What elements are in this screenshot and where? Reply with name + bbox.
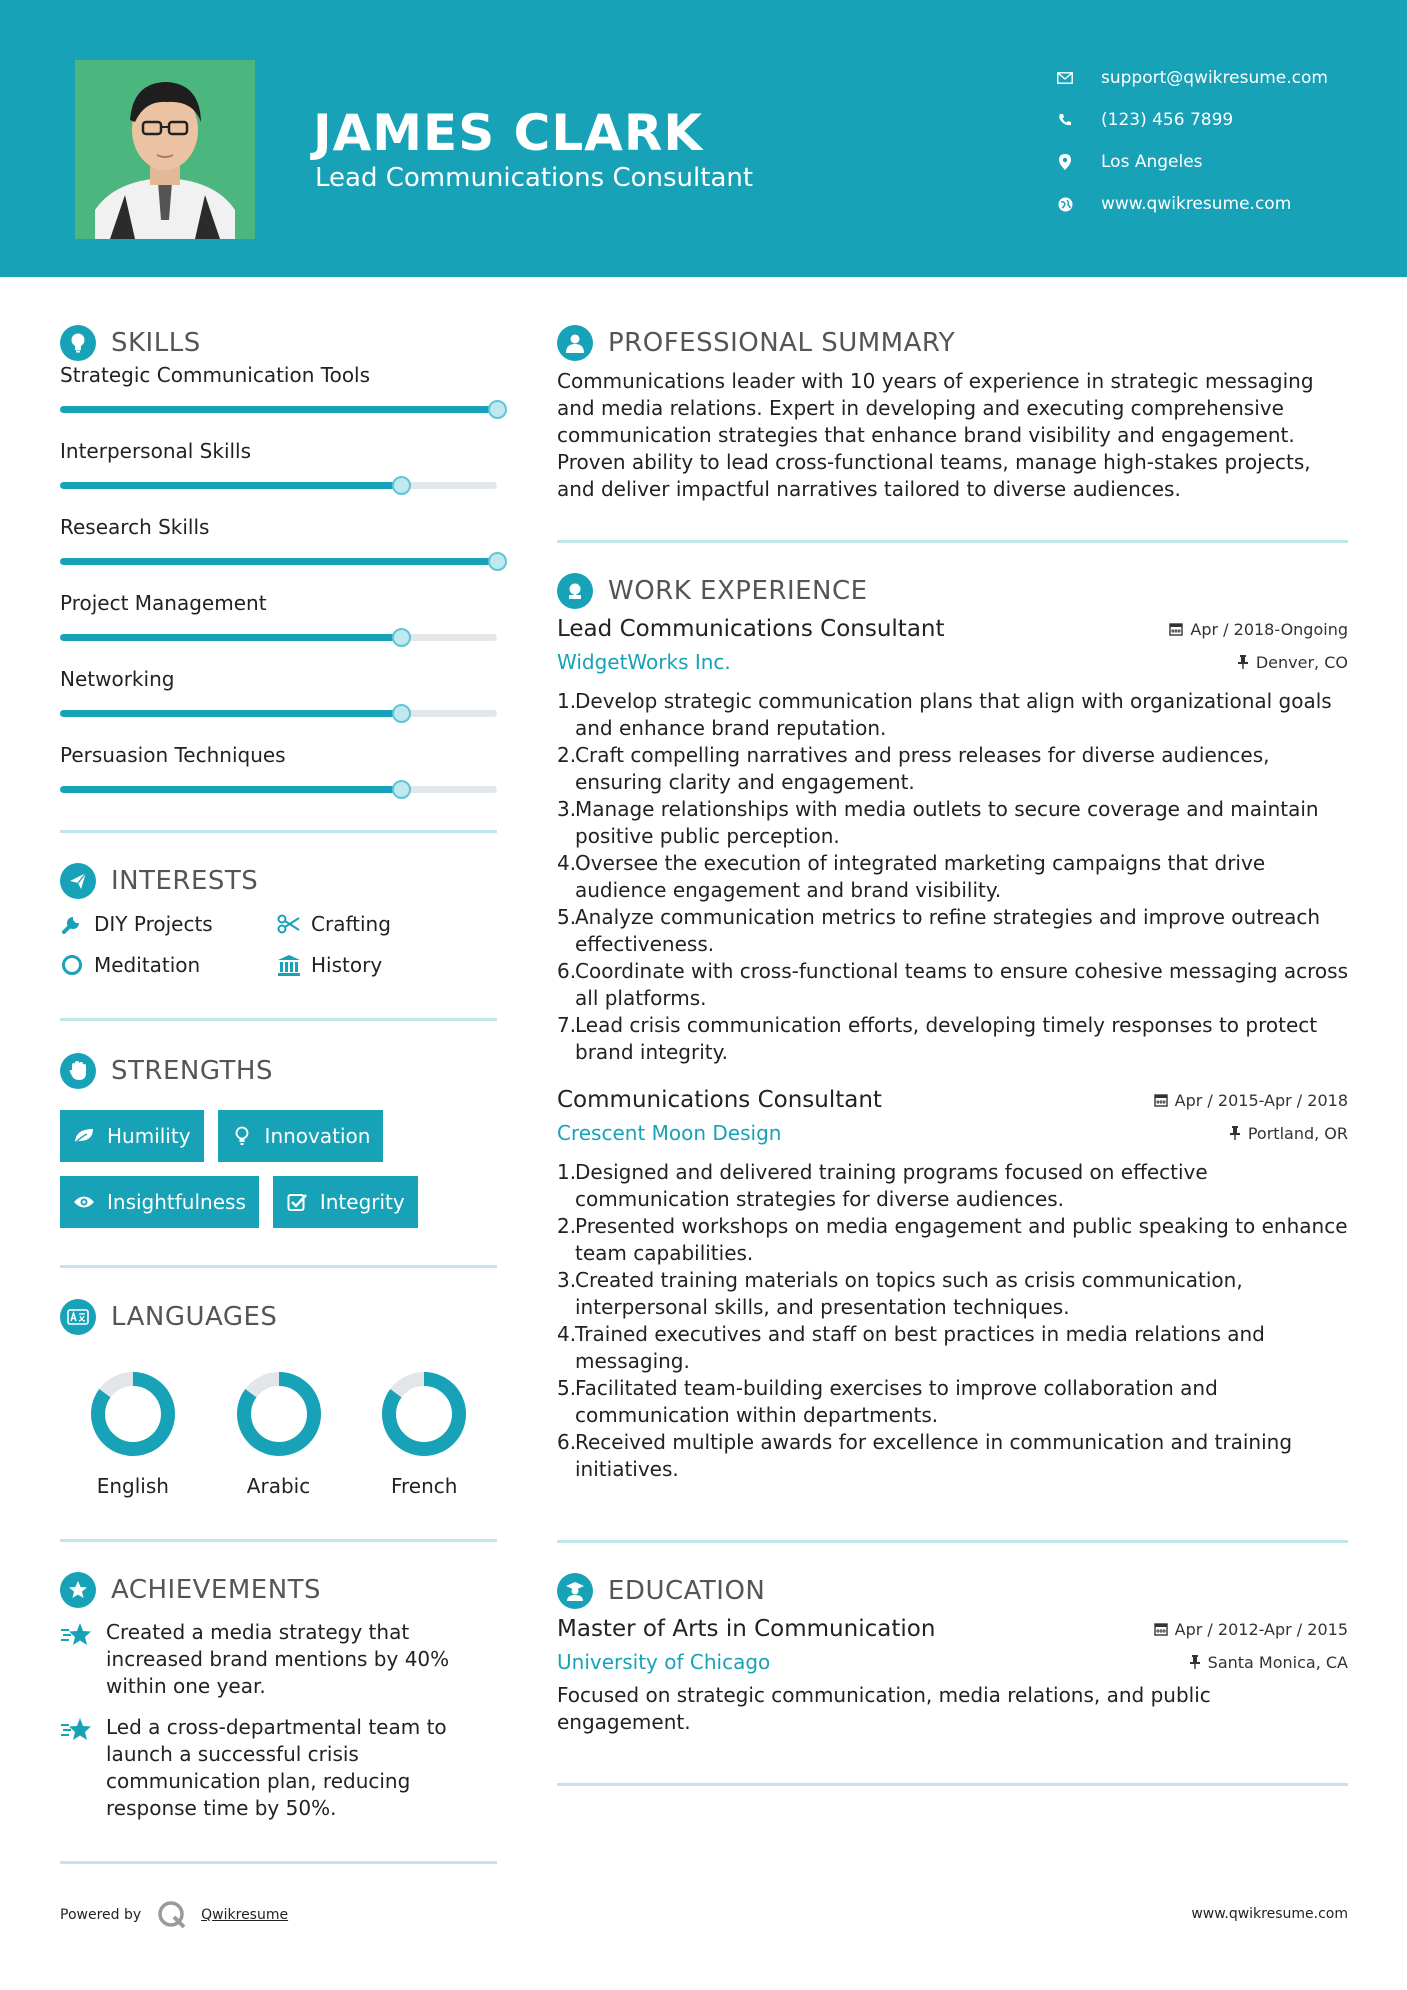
pushpin-icon <box>1189 1655 1201 1669</box>
map-marker-icon <box>1055 152 1075 172</box>
interests-list <box>60 912 497 977</box>
achievements-title: ACHIEVEMENTS <box>111 1575 322 1605</box>
left-column <box>60 322 497 1864</box>
interest-label: DIY Projects <box>94 912 213 936</box>
duty-item: 4. Oversee the execution of integrated marketing campaigns that drive audience engagement and brand visibility. <box>557 851 1266 902</box>
language-label: Arabic <box>246 1474 311 1498</box>
interest-item <box>60 912 277 936</box>
achievement-text: Led a cross-departmental team to launch a successful crisis communication plan, reducing response time by 50%. <box>106 1715 447 1820</box>
language-donut <box>380 1370 468 1458</box>
section-divider <box>557 540 1348 543</box>
pushpin-icon <box>1237 655 1249 669</box>
qwikresume-logo-icon <box>157 1900 187 1930</box>
section-divider <box>60 1861 497 1864</box>
resume-header <box>0 0 1407 277</box>
language-item <box>206 1370 352 1498</box>
job-dates <box>1169 620 1348 639</box>
job-entry <box>557 616 1348 1066</box>
circle-icon <box>60 953 84 977</box>
degree-title: Master of Arts in Communication <box>557 1616 936 1642</box>
skill-item <box>60 512 497 588</box>
duty-item: 3. Manage relationships with media outlets to secure coverage and maintain positive public perception. <box>557 797 1319 848</box>
skill-bar <box>60 786 497 793</box>
skill-item <box>60 588 497 664</box>
skill-item <box>60 664 497 740</box>
education-header <box>557 1616 1348 1642</box>
strengths-heading <box>60 1050 497 1092</box>
language-label: French <box>390 1474 458 1498</box>
education-entry <box>557 1616 1348 1736</box>
job-title: Lead Communications Consultant <box>557 616 945 642</box>
skill-bar <box>60 710 497 717</box>
language-item <box>351 1370 497 1498</box>
skill-name: Strategic Communication Tools <box>60 363 371 387</box>
skills-list <box>60 360 497 816</box>
job-dates-text: Apr / 2015-Apr / 2018 <box>1174 1090 1348 1110</box>
language-donut <box>235 1370 323 1458</box>
contact-website[interactable] <box>1055 183 1395 225</box>
section-divider <box>60 1539 497 1542</box>
powered-by-text: Powered by <box>60 1907 142 1923</box>
graduate-icon <box>557 1573 593 1609</box>
interest-item <box>277 953 494 977</box>
contact-info <box>1055 57 1395 225</box>
interests-heading <box>60 860 497 902</box>
achievement-text: Created a media strategy that increased brand mentions by 40% within one year. <box>106 1620 450 1698</box>
footer-powered-by <box>60 1900 288 1930</box>
interest-item <box>277 912 494 936</box>
company-name: WidgetWorks Inc. <box>557 650 731 674</box>
strength-label: Humility <box>107 1124 191 1148</box>
education-dates <box>1154 1620 1348 1639</box>
duty-item: 6. Received multiple awards for excellence in communication and training initiatives. <box>557 1430 1293 1481</box>
skill-name: Interpersonal Skills <box>60 439 252 463</box>
languages-list <box>60 1370 497 1498</box>
experience-title: WORK EXPERIENCE <box>608 576 868 606</box>
duty-item: 2. Craft compelling narratives and press releases for diverse audiences, ensuring clarity and engagement. <box>557 743 1270 794</box>
skill-name: Persuasion Techniques <box>60 743 286 767</box>
skill-bar <box>60 406 497 413</box>
job-location <box>1237 653 1348 672</box>
duties-list <box>557 1159 1348 1483</box>
skill-bar <box>60 482 497 489</box>
duty-item: 1. Designed and delivered training programs focused on effective communication strategies for diverse audiences. <box>557 1160 1208 1211</box>
section-divider <box>557 1540 1348 1543</box>
briefcase-icon <box>557 573 593 609</box>
duty-item: 7. Lead crisis communication efforts, developing timely responses to protect brand integrity. <box>557 1013 1318 1064</box>
languages-title: LANGUAGES <box>111 1302 278 1332</box>
skill-name: Networking <box>60 667 175 691</box>
contact-phone <box>1055 99 1395 141</box>
section-divider <box>60 830 497 833</box>
lightbulb-icon <box>60 325 96 361</box>
eye-icon <box>73 1191 95 1213</box>
duties-list <box>557 688 1348 1066</box>
skill-bar <box>60 634 497 641</box>
languages-heading <box>60 1296 497 1338</box>
interest-label: Meditation <box>94 953 201 977</box>
job-location <box>1229 1124 1348 1143</box>
leaf-icon <box>73 1125 95 1147</box>
job-entry <box>557 1087 1348 1483</box>
strength-chip <box>273 1176 418 1228</box>
calendar-icon <box>1154 1093 1168 1107</box>
duty-item: 1. Develop strategic communication plans that align with organizational goals and enhance brand reputation. <box>557 689 1332 740</box>
duty-item: 5. Analyze communication metrics to refine strategies and improve outreach effectiveness. <box>557 905 1321 956</box>
contact-email-text[interactable]: support@qwikresume.com <box>1101 68 1328 88</box>
candidate-name: JAMES CLARK <box>313 104 704 162</box>
contact-location <box>1055 141 1395 183</box>
company-name: Crescent Moon Design <box>557 1121 782 1145</box>
skill-name: Project Management <box>60 591 267 615</box>
contact-location-text: Los Angeles <box>1101 152 1203 172</box>
calendar-icon <box>1154 1622 1168 1636</box>
job-header <box>557 616 1348 642</box>
globe-icon <box>1055 194 1075 214</box>
achievement-item <box>60 1619 497 1700</box>
candidate-role: Lead Communications Consultant <box>315 163 754 193</box>
duty-item: 6. Coordinate with cross-functional teams to ensure cohesive messaging across all platforms. <box>557 959 1349 1010</box>
language-label: English <box>96 1474 169 1498</box>
achievement-item <box>60 1714 497 1822</box>
bank-icon <box>277 953 301 977</box>
school-name: University of Chicago <box>557 1650 771 1674</box>
paper-plane-icon <box>60 863 96 899</box>
language-icon <box>60 1299 96 1335</box>
interest-label: Crafting <box>311 912 391 936</box>
section-divider <box>557 1783 1348 1786</box>
job-location-text: Portland, OR <box>1247 1123 1348 1143</box>
job-header <box>557 1087 1348 1113</box>
job-subheader <box>557 650 1348 674</box>
education-location <box>1189 1653 1348 1672</box>
calendar-icon <box>1169 622 1183 636</box>
lightbulb-icon <box>231 1125 253 1147</box>
education-description: Focused on strategic communication, media relations, and public engagement. <box>557 1683 1211 1734</box>
achievements-list <box>60 1619 497 1822</box>
strength-chip <box>60 1176 259 1228</box>
strength-label: Integrity <box>319 1190 405 1214</box>
contact-phone-text: (123) 456 7899 <box>1101 110 1234 130</box>
strengths-title: STRENGTHS <box>111 1056 273 1086</box>
hand-icon <box>60 1053 96 1089</box>
skill-bar <box>60 558 497 565</box>
interest-label: History <box>311 953 383 977</box>
user-icon <box>557 325 593 361</box>
interests-title: INTERESTS <box>111 866 259 896</box>
profile-photo <box>75 60 255 239</box>
skill-item <box>60 360 497 436</box>
language-donut <box>89 1370 177 1458</box>
footer-url[interactable]: www.qwikresume.com <box>1191 1906 1348 1922</box>
education-dates-text: Apr / 2012-Apr / 2015 <box>1174 1619 1348 1639</box>
summary-text: Communications leader with 10 years of experience in strategic messaging and media relations. Expert in developing and executing comprehensive communication strategies that enhance brand visibility and engagement. Proven ability to lead cross-functional teams, manage high-stakes projects, and deliver impactful narratives tailored to diverse audiences. <box>557 369 1314 501</box>
envelope-icon <box>1055 68 1075 88</box>
check-square-icon <box>286 1191 308 1213</box>
skills-heading <box>60 322 497 364</box>
duty-item: 4. Trained executives and staff on best practices in media relations and messaging. <box>557 1322 1265 1373</box>
skill-item <box>60 436 497 512</box>
summary-heading <box>557 322 1348 364</box>
job-location-text: Denver, CO <box>1255 652 1348 672</box>
strength-chip <box>60 1110 204 1162</box>
skills-title: SKILLS <box>111 328 201 358</box>
education-heading <box>557 1570 1348 1612</box>
wrench-icon <box>60 912 84 936</box>
star-icon <box>60 1572 96 1608</box>
right-column <box>557 322 1348 1786</box>
contact-website-text[interactable]: www.qwikresume.com <box>1101 194 1292 214</box>
job-dates-text: Apr / 2018-Ongoing <box>1190 619 1348 639</box>
education-location-text: Santa Monica, CA <box>1207 1652 1348 1672</box>
pushpin-icon <box>1229 1126 1241 1140</box>
star-award-icon <box>60 1621 94 1700</box>
interest-item <box>60 953 277 977</box>
section-divider <box>60 1265 497 1268</box>
scissors-icon <box>277 912 301 936</box>
language-item <box>60 1370 206 1498</box>
duty-item: 3. Created training materials on topics such as crisis communication, interpersonal skills, and presentation techniques. <box>557 1268 1243 1319</box>
skill-name: Research Skills <box>60 515 210 539</box>
section-divider <box>60 1018 497 1021</box>
education-title: EDUCATION <box>608 1576 766 1606</box>
duty-item: 5. Facilitated team-building exercises to improve collaboration and communication within departments. <box>557 1376 1218 1427</box>
experience-heading <box>557 570 1348 612</box>
education-subheader <box>557 1650 1348 1674</box>
strength-label: Insightfulness <box>107 1190 246 1214</box>
strength-chip <box>218 1110 384 1162</box>
star-award-icon <box>60 1716 94 1822</box>
strengths-list <box>60 1110 497 1228</box>
skill-item <box>60 740 497 816</box>
summary-title: PROFESSIONAL SUMMARY <box>608 328 956 358</box>
qwikresume-link[interactable]: Qwikresume <box>201 1907 289 1923</box>
strength-label: Innovation <box>264 1124 371 1148</box>
achievements-heading <box>60 1569 497 1611</box>
phone-icon <box>1055 110 1075 130</box>
duty-item: 2. Presented workshops on media engagement and public speaking to enhance team capabilities. <box>557 1214 1348 1265</box>
job-title: Communications Consultant <box>557 1087 882 1113</box>
job-dates <box>1154 1091 1348 1110</box>
job-subheader <box>557 1121 1348 1145</box>
contact-email[interactable] <box>1055 57 1395 99</box>
